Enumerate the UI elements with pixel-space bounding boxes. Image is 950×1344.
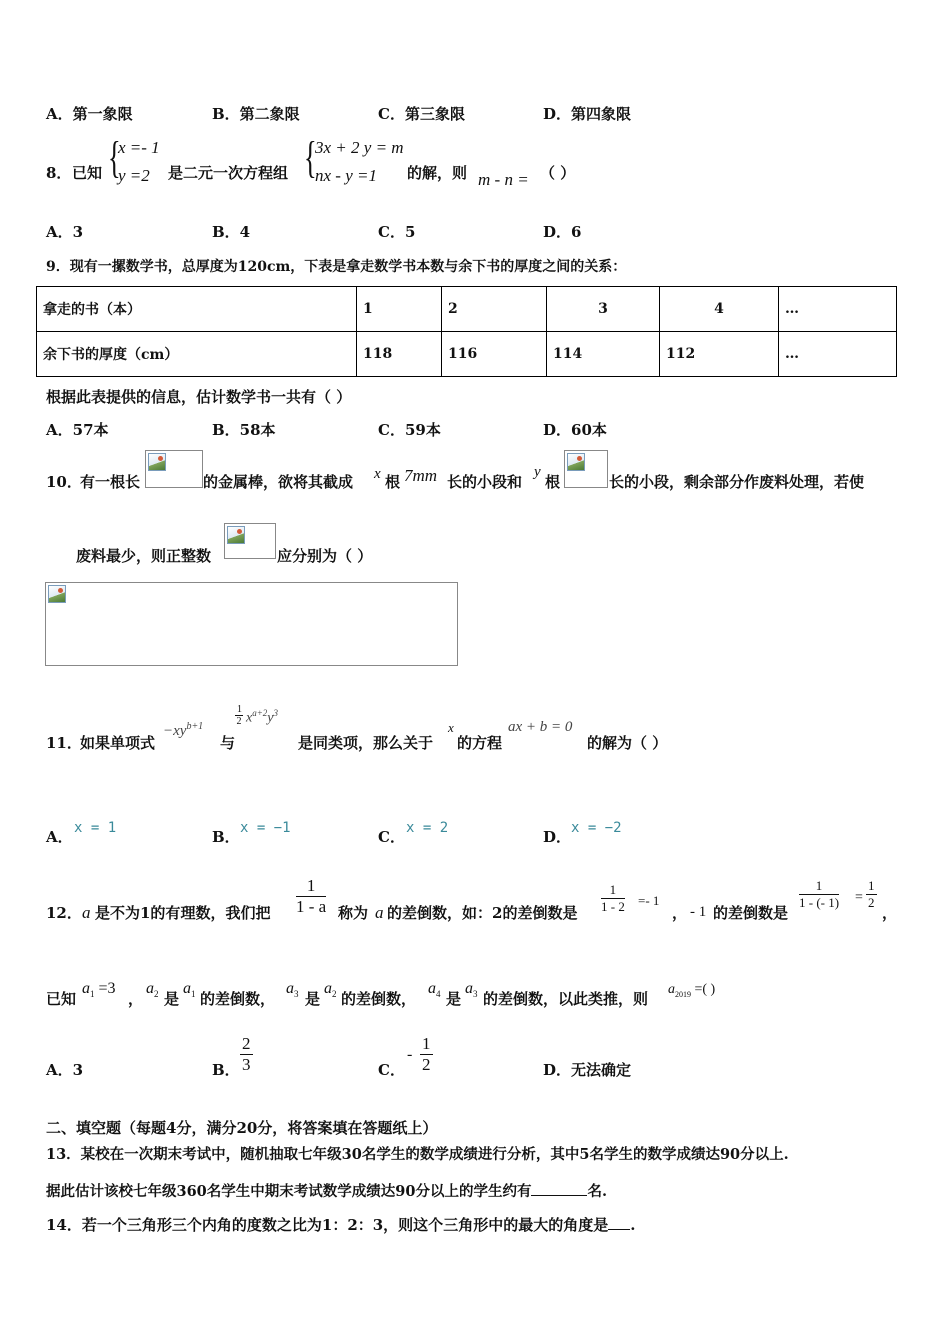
q12-a2-ref: $a_2$ xyxy=(324,980,337,1000)
q12-a4: $a_4$ xyxy=(428,980,441,1000)
q12-text-3: 的差倒数，如：2的差倒数是 xyxy=(387,904,578,922)
q11-option-b-value: x = −1 xyxy=(240,820,291,836)
q12-option-b-label: B． xyxy=(212,1061,240,1079)
table-cell: 2 xyxy=(442,287,547,332)
q11-monomial-2: $x^{a+2}y^3$ xyxy=(246,708,279,726)
q12-option-b-fraction: $\frac{2}{3}$ xyxy=(242,1034,251,1074)
q11-number: 11． xyxy=(46,734,82,752)
table-cell: 1 xyxy=(357,287,442,332)
q12-a1: $a_1 =3$ xyxy=(82,980,116,1000)
q12-comma: ， xyxy=(882,904,898,922)
q8-sys2-eq1: 3x + 2 y = m xyxy=(315,138,404,157)
table-cell: 4 xyxy=(660,287,779,332)
q11-option-a-label: A． xyxy=(46,828,73,846)
q11-coef-fraction: $\frac{1}{2}$ xyxy=(236,704,242,727)
q9-option-a: A．57本 xyxy=(46,421,109,439)
table-cell: 拿走的书（本） xyxy=(37,287,357,332)
q7-option-d: D．第四象限 xyxy=(543,105,632,123)
q9-option-b: B．58本 xyxy=(212,421,276,439)
q12-text-4: ， xyxy=(672,904,688,922)
q8-number: 8． xyxy=(46,164,72,182)
q12-a2019: $a_{2019}$ =( ) xyxy=(668,982,716,999)
q8-brace-1: { xyxy=(108,133,121,182)
q7-option-a: A．第一象限 xyxy=(46,105,133,123)
q8-option-d: D．6 xyxy=(543,223,582,241)
broken-image-icon xyxy=(148,453,166,471)
q8-option-a: A．3 xyxy=(46,223,84,241)
broken-image-placeholder xyxy=(45,582,458,666)
q13-line-1: 13．某校在一次期末考试中，随机抽取七年级30名学生的数学成绩进行分析，其中5名学生的数学成绩达90分以上. xyxy=(46,1146,789,1163)
q13-line-2: 据此估计该校七年级360名学生中期末考试数学成绩达90分以上的学生约有 名. xyxy=(46,1183,608,1200)
q12-option-c-sign: - xyxy=(407,1046,413,1063)
table-cell: 114 xyxy=(547,332,660,377)
q10-number: 10． xyxy=(46,473,82,491)
q10-length: 7mm xyxy=(404,466,438,485)
q12-neg-one: - 1 xyxy=(690,904,707,920)
q9-option-c: C．59本 xyxy=(378,421,441,439)
q8-sys2-eq2: nx - y =1 xyxy=(315,166,377,185)
q12-tail: 的差倒数，以此类推，则 xyxy=(483,990,649,1008)
q8-expression: m - n = xyxy=(478,170,529,189)
q12-ex1-result: =- 1 xyxy=(638,893,660,908)
q11-text-5: 的解为（ ） xyxy=(587,734,668,752)
q8-option-b: B．4 xyxy=(212,223,251,241)
q12-option-c-fraction: $\frac{1}{2}$ xyxy=(422,1034,431,1074)
q11-option-d-value: x = −2 xyxy=(571,820,622,836)
table-cell: 112 xyxy=(660,332,779,377)
q10-text-2: 的金属棒，欲将其截成 xyxy=(203,473,354,491)
q8-option-c: C．5 xyxy=(378,223,416,241)
broken-image-placeholder xyxy=(564,450,608,488)
q12-number: 12． xyxy=(46,904,82,922)
broken-image-placeholder xyxy=(145,450,203,488)
q8-sys1-eq2: y =2 xyxy=(118,166,150,185)
q11-text-2: 与 xyxy=(220,734,236,752)
q12-option-a: A．3 xyxy=(46,1061,84,1079)
q12-option-c-label: C． xyxy=(378,1061,405,1079)
table-cell: 3 xyxy=(547,287,660,332)
q9-option-d: D．60本 xyxy=(543,421,607,439)
q7-option-b: B．第二象限 xyxy=(212,105,300,123)
q12-given: 已知 xyxy=(46,990,77,1008)
table-cell: 116 xyxy=(442,332,547,377)
q12-cdd-2: 的差倒数， xyxy=(341,990,417,1008)
q8-text-1: 已知 xyxy=(72,164,103,182)
q12-fraction-ex2: $\frac{1}{1 - (- 1)}$ xyxy=(799,878,840,910)
q12-text-2: 称为 xyxy=(338,904,369,922)
q11-equation: ax + b = 0 xyxy=(508,719,573,735)
q12-var-a-2: a xyxy=(375,903,384,922)
table-cell: 118 xyxy=(357,332,442,377)
q12-fraction-ex1: $\frac{1}{1 - 2}$ xyxy=(601,882,625,914)
q9-after-text: 根据此表提供的信息，估计数学书一共有（ ） xyxy=(46,388,352,406)
q10-text-4: 长的小段和 xyxy=(447,473,523,491)
q14-line: 14．若一个三角形三个内角的度数之比为1：2：3，则这个三角形中的最大的角度是 . xyxy=(46,1216,636,1234)
q8-text-3: 的解，则 xyxy=(407,164,468,182)
q12-equals: = xyxy=(855,890,863,905)
table-cell: 余下书的厚度（cm） xyxy=(37,332,357,377)
q12-text-5: 的差倒数是 xyxy=(713,904,789,922)
q11-option-c-value: x = 2 xyxy=(406,820,449,836)
q9-stem: 9．现有一摞数学书，总厚度为120cm，下表是拿走数学书本数与余下书的厚度之间的关系： xyxy=(46,259,627,275)
q11-option-d-label: D． xyxy=(543,828,572,846)
section-2-title: 二、填空题（每题4分，满分20分，将答案填在答题纸上） xyxy=(46,1119,438,1137)
q12-is-1: 是 xyxy=(164,990,180,1008)
q8-text-2: 是二元一次方程组 xyxy=(168,164,289,182)
q10-text-1: 有一根长 xyxy=(80,473,141,491)
broken-image-icon xyxy=(567,453,585,471)
q10-line2-b: 应分别为（ ） xyxy=(277,547,373,565)
q12-is-2: 是 xyxy=(305,990,321,1008)
q12-a1-ref: $a_1$ xyxy=(183,980,196,1000)
q12-a2: $a_2$ xyxy=(146,980,159,1000)
q11-text-3: 是同类项，那么关于 xyxy=(298,734,434,752)
q11-text-4: 的方程 xyxy=(457,734,503,752)
q10-var-x: x xyxy=(374,466,381,482)
q11-option-a-value: x = 1 xyxy=(74,820,117,836)
q11-option-b-label: B． xyxy=(212,828,240,846)
q8-brace-2: { xyxy=(304,133,317,182)
q10-text-6: 长的小段，剩余部分作废料处理，若使 xyxy=(609,473,865,491)
q10-text-5: 根 xyxy=(545,473,561,491)
q11-text-1: 如果单项式 xyxy=(80,734,156,752)
q9-table xyxy=(36,286,897,377)
q12-comma-1: ， xyxy=(128,990,144,1008)
table-cell: … xyxy=(779,287,897,332)
table-cell: … xyxy=(779,332,897,377)
q12-var-a: a xyxy=(82,903,91,922)
q12-is-3: 是 xyxy=(446,990,462,1008)
q13-answer-blank[interactable] xyxy=(531,1195,587,1196)
q12-option-d: D．无法确定 xyxy=(543,1061,632,1079)
broken-image-icon xyxy=(227,526,245,544)
q11-var-x: x xyxy=(448,720,454,735)
q12-fraction-def: $\frac{1}{1 - a}$ xyxy=(296,876,327,916)
q11-option-c-label: C． xyxy=(378,828,405,846)
q10-var-y: y xyxy=(534,464,541,480)
q12-a3: $a_3$ xyxy=(286,980,299,1000)
q12-cdd-1: 的差倒数， xyxy=(200,990,276,1008)
broken-image-placeholder xyxy=(224,523,276,559)
q7-option-c: C．第三象限 xyxy=(378,105,465,123)
q12-text-1: 是不为1的有理数，我们把 xyxy=(95,904,271,922)
q12-a3-ref: $a_3$ xyxy=(465,980,478,1000)
q10-line2-a: 废料最少，则正整数 xyxy=(76,547,212,565)
q8-sys1-eq1: x =- 1 xyxy=(118,138,160,157)
q10-text-3: 根 xyxy=(385,473,401,491)
q8-answer-paren: （ ） xyxy=(540,164,576,182)
table-row xyxy=(37,287,897,332)
broken-image-icon xyxy=(48,585,66,603)
q11-monomial-1: $-xy^{b+1}$ xyxy=(163,721,204,739)
q14-answer-blank[interactable] xyxy=(608,1229,630,1230)
q12-fraction-half: $\frac{1}{2}$ xyxy=(868,878,875,910)
table-row xyxy=(37,332,897,377)
